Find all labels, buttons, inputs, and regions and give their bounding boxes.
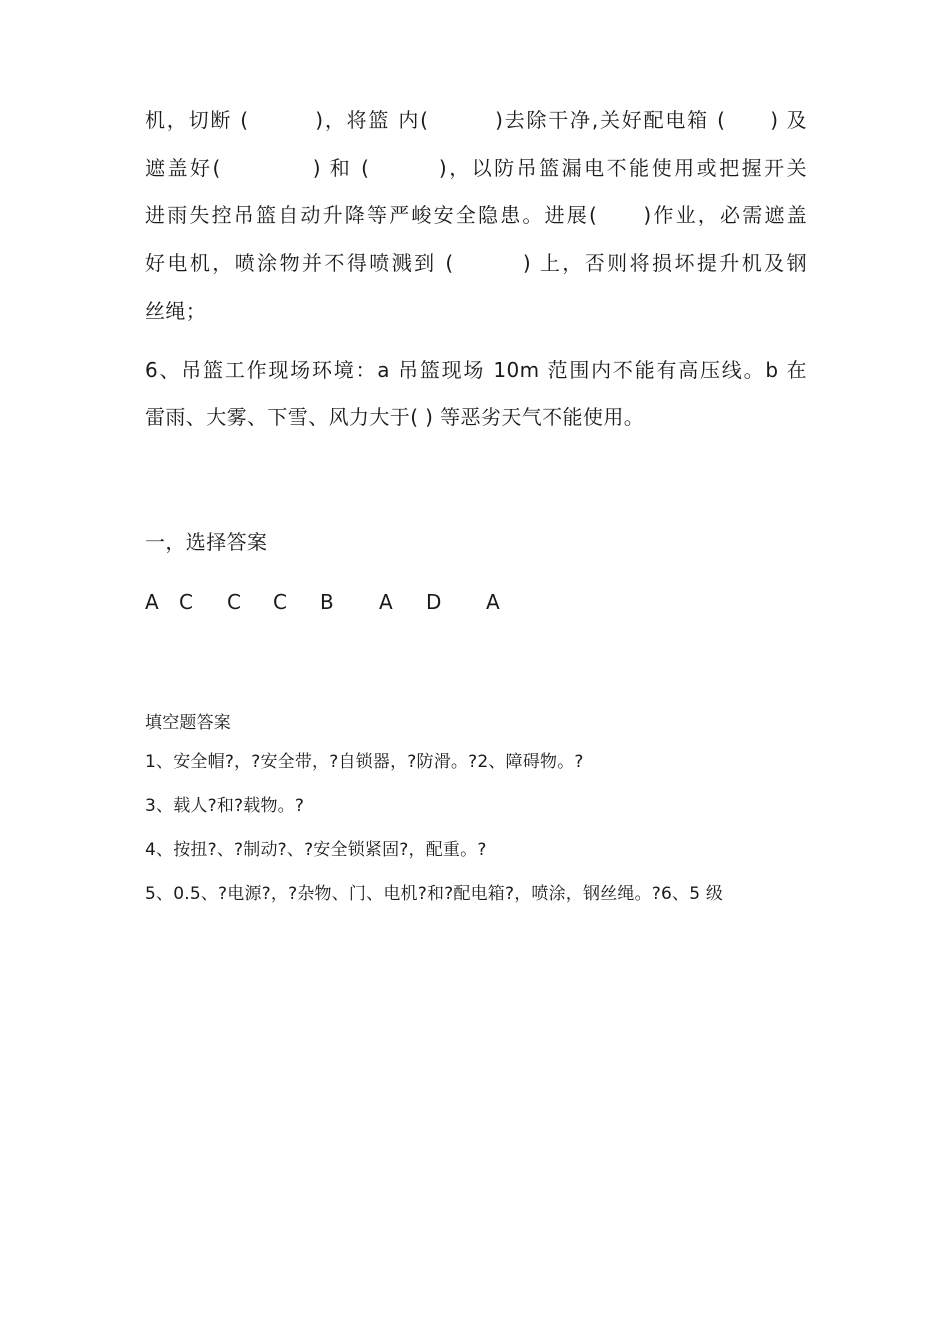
choice-answer-1: A [145, 590, 159, 614]
paragraph-6-line-2: 雷雨、大雾、下雪、风力大于( ) 等恶劣天气不能使用。 [145, 405, 645, 429]
choice-answer-5: B [320, 590, 334, 614]
paragraph-5-line-1: 机，切断 ( )，将篮 内( )去除干净,关好配电箱 ( ) 及 [145, 108, 807, 132]
fill-blank-heading: 填空题答案 [145, 713, 231, 733]
paragraph-5-line-4: 好电机，喷涂物并不得喷溅到 ( ) 上，否则将损坏提升机及钢 [145, 251, 807, 275]
paragraph-5-line-3: 进雨失控吊篮自动升降等严峻安全隐患。进展( )作业，必需遮盖 [145, 203, 807, 227]
choice-answer-6: A [379, 590, 393, 614]
choice-answer-3: C [227, 590, 241, 614]
choice-answer-7: D [426, 590, 442, 614]
fill-blank-answer-line-4: 5、0.5、?电源?，?杂物、门、电机?和?配电箱?，喷涂，钢丝绳。?6、5 级 [145, 884, 724, 904]
choice-answers-heading: 一，选择答案 [145, 530, 268, 554]
choice-answer-4: C [273, 590, 287, 614]
paragraph-6-line-1: 6、吊篮工作现场环境：a 吊篮现场 10m 范围内不能有高压线。b 在 [145, 358, 807, 382]
fill-blank-answer-line-2: 3、载人?和?载物。? [145, 796, 305, 816]
choice-answer-8: A [486, 590, 500, 614]
choice-answer-2: C [179, 590, 193, 614]
fill-blank-answer-line-3: 4、按扭?、?制动?、?安全锁紧固?，配重。? [145, 840, 487, 860]
paragraph-5-line-5: 丝绳； [145, 299, 207, 323]
paragraph-5-line-2: 遮盖好( ) 和 ( )，以防吊篮漏电不能使用或把握开关 [145, 156, 807, 180]
fill-blank-answer-line-1: 1、安全帽?，?安全带，?自锁器，?防滑。?2、障碍物。? [145, 752, 584, 772]
